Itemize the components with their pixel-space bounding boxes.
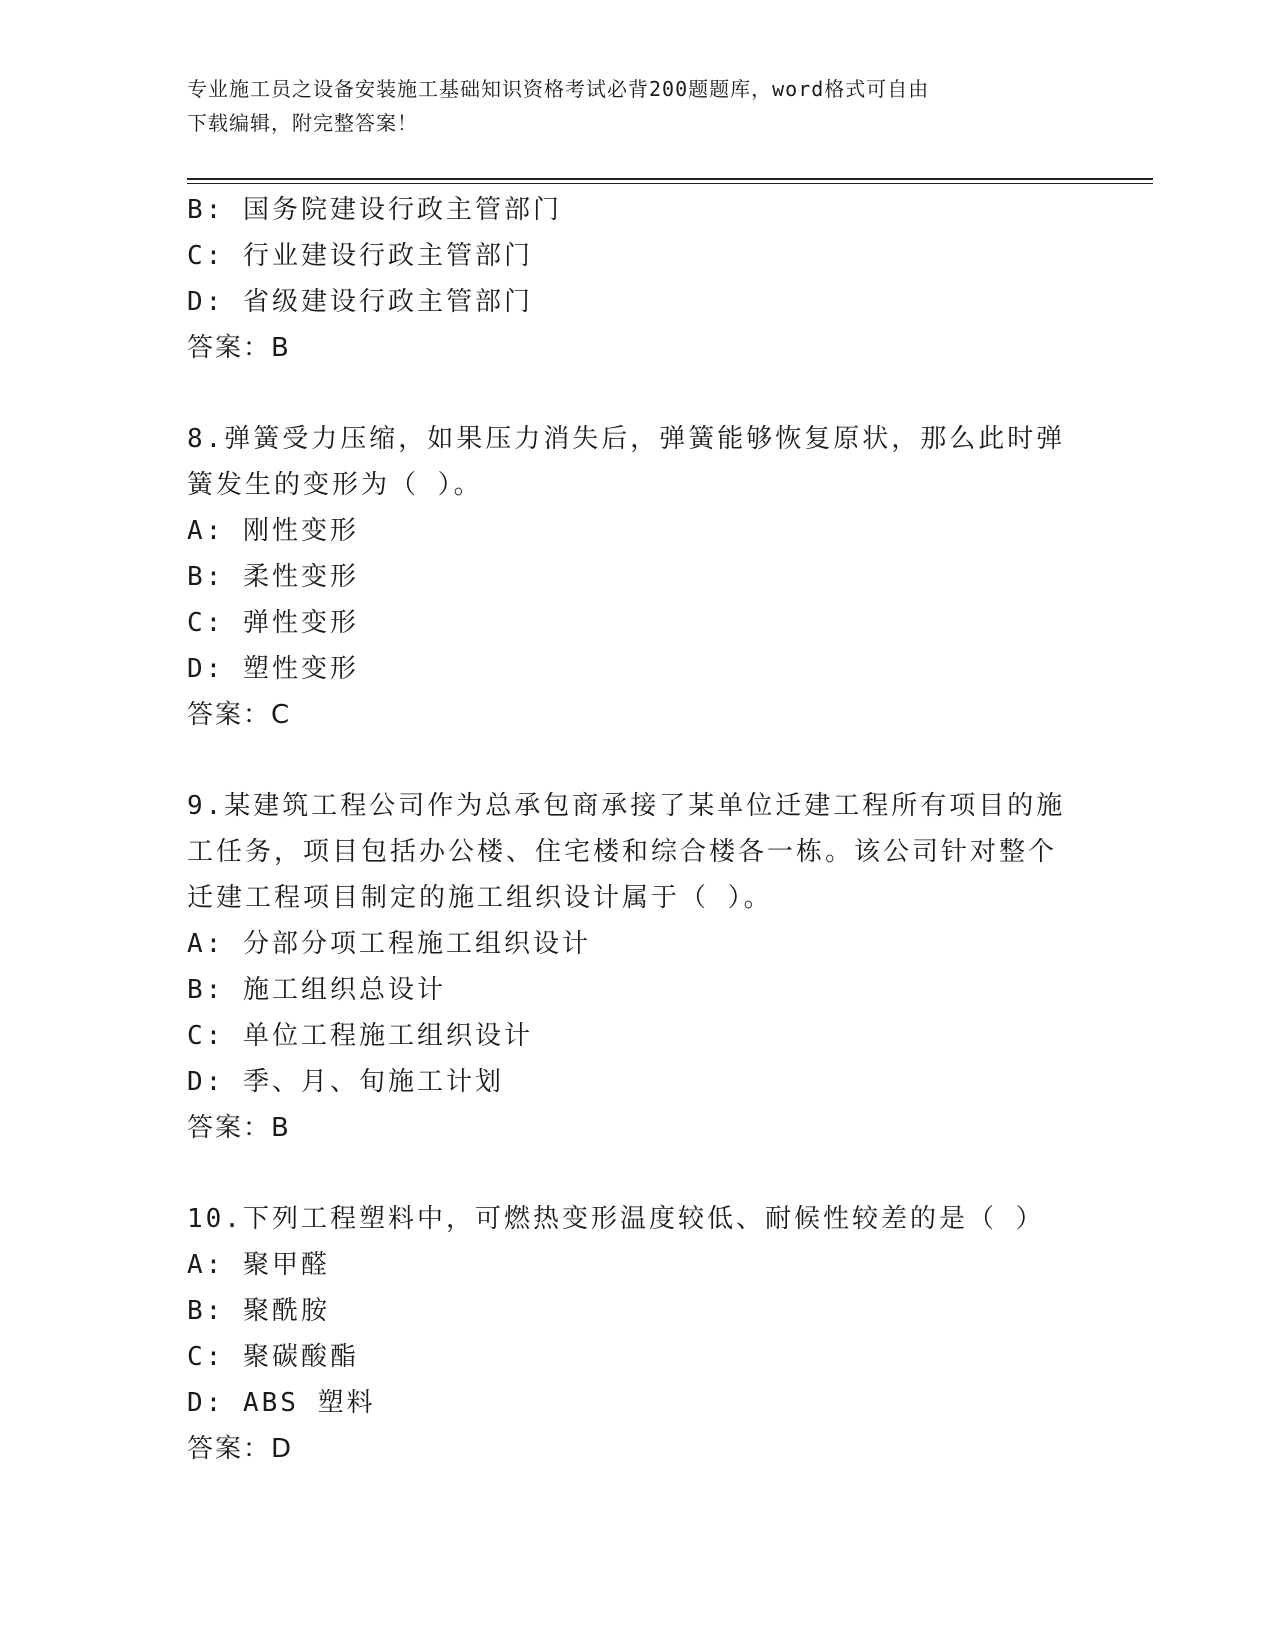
question-list <box>187 187 1087 1472</box>
question-stem-line: 簧发生的变形为（ ）。 <box>187 470 483 500</box>
document-header <box>187 72 1067 140</box>
answer-line: 答案：B <box>187 333 291 363</box>
question-stem-line: 10.下列工程塑料中，可燃热变形温度较低、耐候性较差的是（ ） <box>187 1204 1045 1234</box>
option-c: C: 行业建设行政主管部门 <box>187 241 533 271</box>
question-9 <box>187 783 1087 1151</box>
question-stem-line: 9.某建筑工程公司作为总承包商承接了某单位迁建工程所有项目的施 <box>187 791 1066 821</box>
option-b: B: 聚酰胺 <box>187 1296 330 1326</box>
question-stem-line: 工任务，项目包括办公楼、住宅楼和综合楼各一栋。该公司针对整个 <box>187 837 1058 867</box>
option-b: B: 柔性变形 <box>187 562 359 592</box>
answer-line: 答案：B <box>187 1113 291 1143</box>
option-d: D: 省级建设行政主管部门 <box>187 287 533 317</box>
option-d: D: 塑性变形 <box>187 654 359 684</box>
question-10 <box>187 1196 1087 1472</box>
option-c: C: 聚碳酸酯 <box>187 1342 359 1372</box>
option-a: A: 刚性变形 <box>187 516 359 546</box>
option-d: D: 季、月、旬施工计划 <box>187 1067 504 1097</box>
option-a: A: 分部分项工程施工组织设计 <box>187 929 591 959</box>
answer-line: 答案：D <box>187 1434 294 1464</box>
option-a: A: 聚甲醛 <box>187 1250 330 1280</box>
option-d: D: ABS 塑料 <box>187 1388 376 1418</box>
option-c: C: 弹性变形 <box>187 608 359 638</box>
option-b: B: 施工组织总设计 <box>187 975 446 1005</box>
header-divider-thick <box>187 178 1153 180</box>
header-line-2: 下载编辑，附完整答案！ <box>187 111 418 135</box>
option-b: B: 国务院建设行政主管部门 <box>187 195 562 225</box>
header-line-1: 专业施工员之设备安装施工基础知识资格考试必背200题题库，word格式可自由 <box>187 77 930 101</box>
question-7-continuation <box>187 187 1087 371</box>
option-c: C: 单位工程施工组织设计 <box>187 1021 533 1051</box>
question-8 <box>187 416 1087 738</box>
answer-line: 答案：C <box>187 700 292 730</box>
question-stem-line: 迁建工程项目制定的施工组织设计属于（ ）。 <box>187 883 773 913</box>
header-divider-thin <box>187 183 1153 184</box>
question-stem-line: 8.弹簧受力压缩，如果压力消失后，弹簧能够恢复原状，那么此时弹 <box>187 424 1066 454</box>
